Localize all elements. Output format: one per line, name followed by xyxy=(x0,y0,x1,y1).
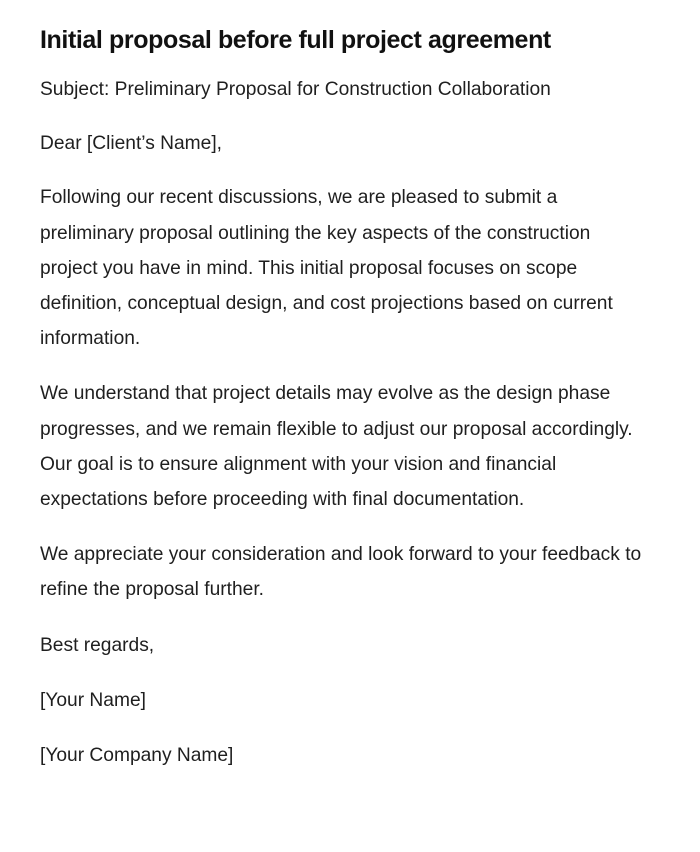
subject-line: Subject: Preliminary Proposal for Construction Collaboration xyxy=(40,79,551,100)
body-paragraph-1: Following our recent discussions, we are pleased to submit a preliminary proposal outlining the key aspects of the construction project you have in mind. This initial proposal focuses on scope definition, conceptual design, and cost projections based on current information. xyxy=(40,187,613,350)
document-title: Initial proposal before full project agreement xyxy=(40,26,551,54)
letter-document xyxy=(40,22,650,793)
body-paragraph-3: We appreciate your consideration and look forward to your feedback to refine the proposal further. xyxy=(40,544,642,601)
company-name: [Your Company Name] xyxy=(40,745,234,767)
sender-name: [Your Name] xyxy=(40,689,146,711)
closing: Best regards, xyxy=(40,634,155,656)
body-paragraph-2: We understand that project details may evolve as the design phase progresses, and we remain flexible to adjust our proposal accordingly. Our goal is to ensure alignment with your vision and financial expectations before proceeding with final documentation. xyxy=(40,383,633,511)
greeting: Dear [Client’s Name], xyxy=(40,133,222,155)
